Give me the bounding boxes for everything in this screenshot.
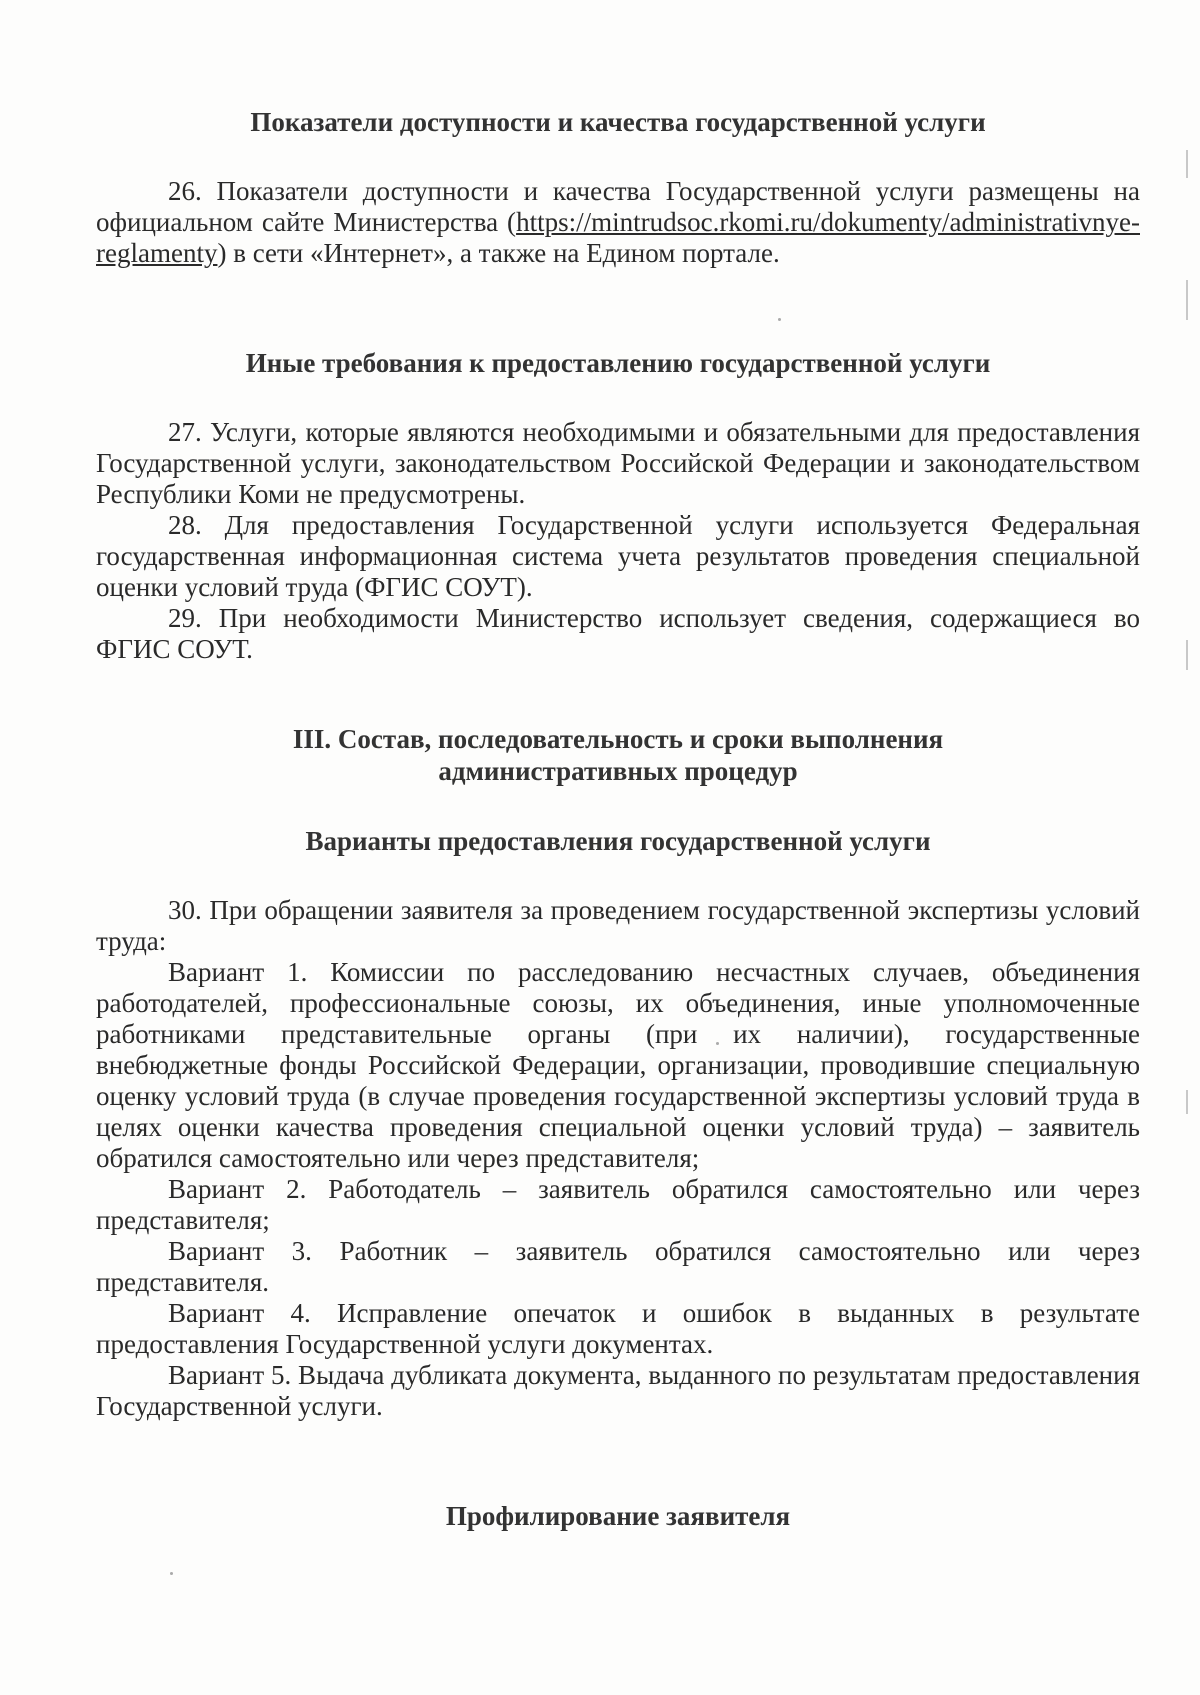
heading-section-iii-line1: III. Состав, последовательность и сроки выполнения — [292, 724, 944, 754]
scan-artifact — [1186, 640, 1188, 670]
heading-other-requirements: Иные требования к предоставлению государственной услуги — [245, 348, 991, 378]
variant-1: Вариант 1. Комиссии по расследованию несчастных случаев, объединения работодателей, профессиональные союзы, их объединения, иные уполномоченные работниками представительные органы (при их наличии), государственные внебюджетные фонды Российской Федерации, организации, проводившие специальную оценку условий труда (в случае проведения государственной экспертизы условий труда в целях оценки качества проведения специальной оценки условий труда) – заявитель обратился самостоятельно или через представителя; — [96, 957, 1140, 1173]
heading-profiling: Профилирование заявителя — [445, 1501, 791, 1531]
scan-artifact — [1186, 280, 1188, 320]
variant-4: Вариант 4. Исправление опечаток и ошибок в выданных в результате предоставления Государственной услуги документах. — [96, 1298, 1140, 1359]
heading-variants: Варианты предоставления государственной услуги — [305, 826, 931, 856]
paragraph-26-text: 26. Показатели доступности и качества Государственной услуги размещены на официальном сайте Министерства ( — [96, 176, 1140, 237]
paragraph-30: 30. При обращении заявителя за проведением государственной экспертизы условий труда: — [96, 895, 1140, 956]
paragraph-29: 29. При необходимости Министерство использует сведения, содержащиеся во ФГИС СОУТ. — [96, 603, 1140, 664]
paragraph-26-tail: ) в сети «Интернет», а также на Едином портале. — [217, 238, 780, 268]
scan-artifact — [1186, 1090, 1188, 1114]
document-body — [96, 96, 1140, 1532]
heading-quality: Показатели доступности и качества государственной услуги — [250, 107, 986, 137]
scan-speck — [170, 1572, 173, 1575]
paragraph-28: 28. Для предоставления Государственной услуги используется Федеральная государственная информационная система учета результатов проведения специальной оценки условий труда (ФГИС СОУТ). — [96, 510, 1140, 602]
paragraph-26 — [96, 176, 1140, 269]
heading-section-iii-line2: административных процедур — [438, 756, 798, 786]
scan-artifact — [1186, 150, 1188, 178]
ministry-regulations-link[interactable]: https://mintrudsoc.rkomi.ru/dokumenty/administrativnye-reglamenty — [96, 207, 1140, 268]
variant-5: Вариант 5. Выдача дубликата документа, выданного по результатам предоставления Государственной услуги. — [96, 1360, 1140, 1421]
variant-2: Вариант 2. Работодатель – заявитель обратился самостоятельно или через представителя; — [96, 1174, 1140, 1235]
variant-3: Вариант 3. Работник – заявитель обратился самостоятельно или через представителя. — [96, 1236, 1140, 1297]
paragraph-27: 27. Услуги, которые являются необходимыми и обязательными для предоставления Государственной услуги, законодательством Российской Федерации и законодательством Республики Коми не предусмотрены. — [96, 417, 1140, 509]
